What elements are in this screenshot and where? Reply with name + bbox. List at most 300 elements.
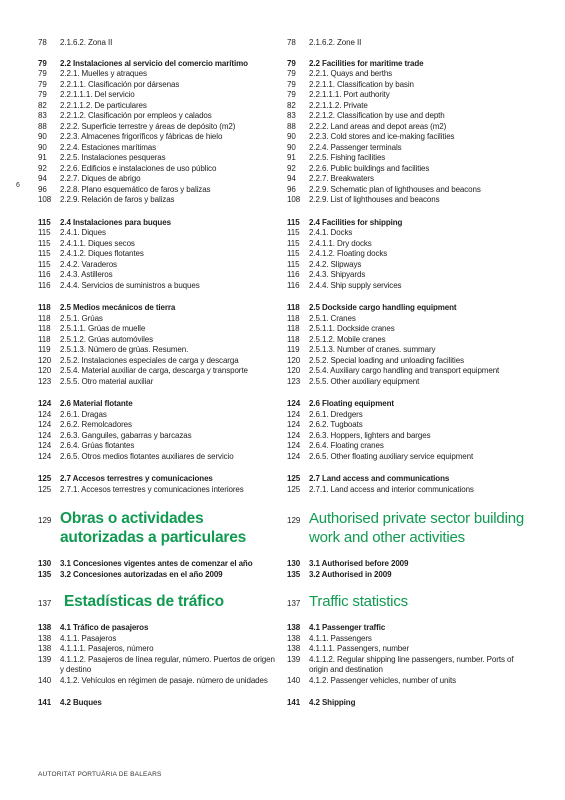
toc-page-number: 79 (38, 79, 47, 89)
toc-entry (38, 431, 278, 442)
toc-entry (38, 655, 278, 676)
toc-entry-title: 2.4.1.2. Floating docks (309, 249, 388, 258)
toc-entry (287, 420, 527, 431)
toc-entry (287, 366, 527, 377)
toc-chapter (38, 509, 278, 547)
toc-entry (287, 655, 527, 676)
toc-entry-title: 2.5.1. Grúas (60, 313, 103, 323)
spacer (287, 462, 527, 474)
toc-entry-title: 2.5.5. Otro material auxiliar (60, 376, 154, 386)
toc-entry-title: 2.4.3. Astilleros (60, 270, 113, 279)
toc-entry (287, 249, 527, 260)
spacer (287, 495, 527, 507)
toc-entry (38, 185, 278, 196)
toc-page-number: 79 (287, 58, 296, 68)
toc-entry-title: 4.1.1.2. Pasajeros de línea regular, número. Puertos de origen y destino (60, 654, 275, 674)
toc-page-number: 83 (38, 111, 47, 120)
toc-page-number: 135 (38, 569, 52, 579)
toc-page-number: 137 (38, 599, 52, 608)
toc-entry (38, 153, 278, 164)
toc-entry-title: 2.5.1.3. Número de grúas. Resumen. (60, 345, 189, 354)
toc-entry-title: 2.4.2. Slipways (309, 259, 362, 269)
toc-entry-title: 2.4.2. Varaderos (60, 259, 117, 269)
toc-page-number: 88 (38, 121, 47, 131)
toc-entry (38, 195, 278, 206)
toc-page-number: 120 (38, 355, 52, 365)
toc-page-number: 118 (287, 313, 300, 323)
spacer (38, 686, 278, 698)
toc-section (287, 303, 527, 314)
toc-page-number: 115 (38, 249, 51, 258)
toc-entry-title: 3.2 Authorised in 2009 (309, 569, 392, 579)
toc-entry-title: 2.5.1.1. Grúas de muelle (60, 324, 146, 333)
toc-entry-title: 2.2.6. Public buildings and facilities (309, 163, 430, 173)
toc-page-number: 79 (287, 90, 296, 99)
toc-page-number: 124 (38, 451, 52, 461)
toc-entry-title: 4.1.2. Vehículos en régimen de pasaje. número de unidades (60, 675, 268, 685)
toc-entry (38, 90, 278, 101)
toc-entry (287, 122, 527, 133)
toc-page-number: 115 (38, 228, 51, 237)
toc-entry (38, 101, 278, 112)
toc-section (38, 218, 278, 229)
toc-page-number: 115 (287, 249, 300, 258)
toc-entry (38, 38, 278, 49)
toc-page-number: 124 (287, 430, 301, 440)
toc-entry-title: 2.5.2. Instalaciones especiales de carga y descarga (60, 355, 239, 365)
toc-entry-title: 2.2.7. Breakwaters (309, 174, 374, 183)
toc-entry-title: 4.1.1. Passengers (309, 633, 372, 643)
toc-entry-title: 4.1 Passenger traffic (309, 623, 386, 632)
toc-page-number: 123 (287, 376, 301, 386)
toc-section (38, 474, 278, 485)
toc-page-number: 124 (287, 451, 301, 461)
toc-chapter-title: Authorised private sector building work and other activities (309, 510, 524, 546)
toc-page-number: 79 (38, 90, 47, 99)
toc-entry-title: 2.6.1. Dredgers (309, 409, 363, 419)
toc-entry (287, 485, 527, 496)
toc-page-number: 118 (38, 334, 51, 344)
toc-entry-title: 2.2.9. Relación de faros y balizas (60, 195, 175, 204)
toc-page-number: 124 (38, 441, 52, 450)
toc-entry-title: 2.5.1.2. Mobile cranes (309, 334, 386, 344)
toc-entry-title: 2.2 Instalaciones al servicio del comercio marítimo (60, 58, 248, 68)
toc-page-number: 125 (287, 474, 301, 483)
toc-page-number: 119 (38, 345, 51, 354)
spacer (38, 206, 278, 218)
toc-entry-title: 4.2 Buques (60, 698, 102, 707)
toc-entry-title: 4.1.1.2. Regular shipping line passengers, number. Ports of origin and destination (309, 654, 514, 674)
toc-section (287, 623, 527, 634)
toc-entry-title: 2.5.5. Other auxiliary equipment (309, 376, 420, 386)
toc-section (287, 474, 527, 485)
toc-entry-title: 2.2.5. Instalaciones pesqueras (60, 153, 166, 162)
toc-section (38, 698, 278, 709)
toc-entry-title: 2.6.2. Remolcadores (60, 420, 132, 429)
toc-entry-title: 2.6.5. Otros medios flotantes auxiliares de servicio (60, 451, 234, 461)
toc-entry-title: 2.6.4. Floating cranes (309, 441, 384, 450)
toc-entry (287, 239, 527, 250)
toc-entry-title: 2.2.7. Diques de abrigo (60, 174, 141, 183)
toc-entry-title: 2.1.6.2. Zona II (60, 38, 113, 47)
toc-entry (287, 38, 527, 49)
toc-entry (38, 485, 278, 496)
toc-page-number: 92 (38, 163, 47, 173)
toc-entry-title: 2.2.4. Passenger terminals (309, 142, 402, 152)
toc-page-number: 137 (287, 599, 301, 608)
toc-entry-title: 2.2.5. Fishing facilities (309, 153, 386, 162)
toc-section (38, 559, 278, 570)
toc-entry-title: 2.2.1.1.2. Private (309, 100, 368, 110)
toc-section (38, 623, 278, 634)
toc-entry-title: 2.6 Material flotante (60, 399, 133, 408)
toc-page-number: 129 (287, 516, 301, 525)
spacer (287, 580, 527, 590)
toc-entry (38, 420, 278, 431)
toc-entry (38, 270, 278, 281)
toc-entry-title: 2.4 Facilities for shipping (309, 217, 403, 227)
toc-section (38, 59, 278, 70)
toc-page-number: 130 (38, 559, 52, 568)
toc-page-number: 129 (38, 516, 52, 525)
toc-entry-title: 2.4 Instalaciones para buques (60, 217, 171, 227)
toc-entry-title: 2.5.1.1. Dockside cranes (309, 324, 395, 333)
toc-entry-title: 2.2.6. Edificios e instalaciones de uso público (60, 163, 217, 173)
toc-chapter (38, 592, 278, 611)
toc-page-number: 91 (287, 153, 296, 162)
toc-entry (287, 314, 527, 325)
spacer (287, 49, 527, 59)
toc-entry-title: 2.4.1.2. Diques flotantes (60, 249, 144, 258)
toc-entry (38, 314, 278, 325)
toc-page-number: 118 (287, 324, 300, 333)
toc-entry (287, 356, 527, 367)
toc-page-number: 118 (287, 303, 300, 312)
toc-entry-title: 2.2.9. List of lighthouses and beacons (309, 195, 440, 204)
toc-entry-title: 3.2 Concesiones autorizadas en el año 2009 (60, 569, 223, 579)
toc-entry-title: 2.2.1.1. Classification by basin (309, 79, 414, 89)
toc-entry-title: 4.1 Tráfico de pasajeros (60, 623, 149, 632)
toc-page-number: 92 (287, 163, 296, 173)
toc-entry-title: 4.1.2. Passenger vehicles, number of units (309, 675, 456, 685)
toc-page-number: 116 (38, 280, 51, 290)
toc-entry (38, 634, 278, 645)
toc-page-number: 115 (287, 217, 300, 227)
spacer (38, 291, 278, 303)
toc-entry-title: 2.6 Floating equipment (309, 399, 394, 408)
toc-entry-title: 2.4.1.1. Dry docks (309, 238, 372, 248)
toc-entry (38, 122, 278, 133)
toc-chapter (287, 509, 527, 547)
toc-entry-title: 2.2.3. Cold stores and ice-making facilities (309, 132, 455, 141)
toc-entry (38, 174, 278, 185)
toc-entry (287, 195, 527, 206)
spacer (38, 387, 278, 399)
toc-entry (287, 185, 527, 196)
toc-entry (38, 281, 278, 292)
toc-page-number: 140 (287, 675, 301, 685)
toc-entry-title: 2.5.4. Material auxiliar de carga, descarga y transporte (60, 366, 248, 375)
toc-page-number: 120 (287, 355, 301, 365)
toc-page-number: 115 (287, 228, 300, 237)
spacer (287, 206, 527, 218)
toc-section (287, 570, 527, 581)
toc-entry (287, 228, 527, 239)
toc-section (38, 399, 278, 410)
toc-entry-title: 2.6.1. Dragas (60, 409, 107, 419)
toc-page-number: 125 (287, 484, 301, 494)
toc-page-number: 88 (287, 121, 296, 131)
toc-entry-title: 2.7.1. Accesos terrestres y comunicaciones interiores (60, 484, 244, 494)
toc-entry (38, 377, 278, 388)
toc-entry (287, 111, 527, 122)
toc-entry (38, 356, 278, 367)
toc-entry-title: 2.6.4. Grúas flotantes (60, 441, 135, 450)
toc-entry-title: 2.4.3. Shipyards (309, 270, 366, 279)
toc-entry (287, 143, 527, 154)
toc-entry-title: 2.4.1. Docks (309, 228, 353, 237)
toc-page-number: 79 (287, 69, 296, 78)
toc-entry (38, 676, 278, 687)
toc-page-number: 79 (38, 69, 47, 78)
toc-entry (38, 80, 278, 91)
toc-section (287, 218, 527, 229)
spacer (38, 495, 278, 507)
toc-section (38, 570, 278, 581)
toc-page-number: 138 (38, 633, 52, 643)
toc-entry-title: 2.5 Dockside cargo handling equipment (309, 303, 457, 312)
toc-entry-title: 3.1 Authorised before 2009 (309, 559, 409, 568)
toc-entry-title: 2.5.2. Special loading and unloading facilities (309, 355, 464, 365)
toc-entry-title: 2.6.3. Ganguiles, gabarras y barcazas (60, 430, 192, 440)
toc-page-number: 115 (287, 238, 300, 248)
toc-entry-title: 2.4.4. Servicios de suministros a buques (60, 280, 200, 290)
toc-entry (287, 69, 527, 80)
toc-page-number: 123 (38, 376, 52, 386)
toc-page-number: 139 (287, 654, 301, 664)
toc-entry (38, 324, 278, 335)
toc-entry (287, 431, 527, 442)
toc-page-number: 82 (38, 100, 47, 110)
footer-publisher: AUTORITAT PORTUÀRIA DE BALEARS (38, 771, 162, 778)
toc-entry (38, 228, 278, 239)
page-number: 6 (16, 182, 20, 189)
toc-entry (38, 335, 278, 346)
toc-entry (287, 101, 527, 112)
toc-page-number: 124 (38, 430, 52, 440)
toc-page-number: 96 (38, 184, 47, 194)
toc-section (287, 698, 527, 709)
toc-entry (287, 441, 527, 452)
toc-page-number: 135 (287, 569, 301, 579)
toc-entry-title: 2.5.1.2. Grúas automóviles (60, 334, 154, 344)
spacer (287, 549, 527, 559)
toc-entry-title: 2.2.4. Estaciones marítimas (60, 142, 157, 152)
toc-page-number: 130 (287, 559, 301, 568)
toc-entry (38, 644, 278, 655)
toc-entry-title: 2.6.2. Tugboats (309, 420, 363, 429)
spacer (287, 291, 527, 303)
toc-entry-title: 2.2.2. Land areas and depot areas (m2) (309, 121, 447, 131)
toc-entry-title: 2.2.3. Almacenes frigoríficos y fábricas de hielo (60, 132, 223, 141)
toc-entry (287, 90, 527, 101)
toc-page-number: 90 (287, 132, 296, 141)
toc-page-number: 138 (38, 623, 52, 632)
toc-entry (38, 111, 278, 122)
toc-entry-title: 2.2.1. Muelles y atraques (60, 69, 147, 78)
toc-page-number: 79 (38, 58, 47, 68)
toc-page-number: 108 (38, 195, 52, 204)
toc-entry (38, 441, 278, 452)
toc-entry (287, 452, 527, 463)
toc-page-number: 120 (38, 366, 52, 375)
toc-entry (38, 260, 278, 271)
spacer (287, 686, 527, 698)
toc-page-number: 90 (38, 132, 47, 141)
toc-entry-title: 2.4.1. Diques (60, 228, 106, 237)
toc-entry-title: 2.2.1. Quays and berths (309, 69, 393, 78)
toc-entry-title: 2.2.8. Plano esquemático de faros y balizas (60, 184, 211, 194)
toc-entry-title: 2.2.2. Superficie terrestre y áreas de depósito (m2) (60, 121, 236, 131)
toc-entry (38, 69, 278, 80)
toc-section (287, 59, 527, 70)
toc-section (287, 399, 527, 410)
spacer (38, 613, 278, 623)
toc-entry-title: 2.4.4. Ship supply services (309, 280, 402, 290)
toc-entry (38, 345, 278, 356)
toc-entry-title: 2.2.1.1.1. Port authority (309, 90, 390, 99)
toc-entry (38, 164, 278, 175)
toc-entry-title: 4.2 Shipping (309, 698, 356, 707)
toc-section (287, 559, 527, 570)
toc-entry-title: 2.2.9. Schematic plan of lighthouses and beacons (309, 184, 481, 194)
toc-column-english (287, 38, 527, 709)
toc-entry (287, 335, 527, 346)
toc-page-number: 94 (287, 174, 296, 183)
toc-page-number: 138 (287, 623, 301, 632)
toc-page-number: 94 (38, 174, 47, 183)
toc-page-number: 125 (38, 474, 52, 483)
toc-page-number: 78 (38, 38, 47, 47)
toc-page-number: 78 (287, 38, 296, 47)
toc-entry (287, 410, 527, 421)
toc-entry (287, 324, 527, 335)
toc-entry-title: 2.2 Facilities for maritime trade (309, 58, 424, 68)
toc-page-number: 116 (287, 270, 300, 279)
toc-page-number: 124 (38, 420, 52, 429)
toc-entry (38, 132, 278, 143)
toc-entry-title: 2.5.1. Cranes (309, 313, 356, 323)
toc-entry (38, 239, 278, 250)
toc-page-number: 116 (287, 280, 300, 290)
toc-entry-title: 2.2.1.2. Clasificación por empleos y calados (60, 111, 212, 120)
toc-page-number: 138 (287, 644, 301, 653)
toc-page-number: 118 (38, 303, 51, 312)
toc-entry-title: 2.7 Land access and communications (309, 474, 450, 483)
toc-page-number: 90 (287, 142, 296, 152)
toc-entry-title: 2.2.1.1. Clasificación por dársenas (60, 79, 180, 89)
toc-entry-title: 2.5.4. Auxiliary cargo handling and transport equipment (309, 366, 500, 375)
toc-page-number: 79 (287, 79, 296, 89)
toc-page-number: 90 (38, 142, 47, 152)
toc-section (38, 303, 278, 314)
toc-entry-title: 2.2.1.1.2. De particulares (60, 100, 147, 110)
toc-page-number: 82 (287, 100, 296, 110)
toc-entry-title: 2.5.1.3. Number of cranes. summary (309, 345, 436, 354)
toc-entry-title: 2.6.3. Hoppers, lighters and barges (309, 430, 431, 440)
toc-page-number: 83 (287, 111, 296, 120)
toc-entry-title: 2.4.1.1. Diques secos (60, 238, 135, 248)
toc-page-number: 140 (38, 675, 52, 685)
toc-page-number: 115 (38, 217, 51, 227)
toc-page-number: 96 (287, 184, 296, 194)
toc-entry (287, 345, 527, 356)
toc-entry (287, 634, 527, 645)
spacer (38, 580, 278, 590)
toc-entry (287, 164, 527, 175)
spacer (38, 549, 278, 559)
toc-page-number: 115 (38, 259, 51, 269)
toc-page-number: 115 (38, 238, 51, 248)
toc-page-number: 141 (38, 698, 52, 707)
toc-page-number: 124 (287, 399, 301, 408)
spacer (287, 613, 527, 623)
toc-entry (38, 366, 278, 377)
spacer (38, 462, 278, 474)
toc-entry (287, 260, 527, 271)
toc-chapter-title: Estadísticas de tráfico (64, 593, 224, 610)
toc-entry (38, 452, 278, 463)
toc-page-number: 138 (287, 633, 301, 643)
toc-page-number: 116 (38, 270, 51, 279)
toc-page-number: 124 (287, 441, 301, 450)
toc-page-number: 124 (287, 409, 301, 419)
toc-entry-title: 2.7.1. Land access and interior communications (309, 484, 474, 494)
toc-entry (38, 143, 278, 154)
toc-entry-title: 2.2.1.1.1. Del servicio (60, 90, 135, 99)
toc-entry (287, 174, 527, 185)
toc-entry-title: 4.1.1. Pasajeros (60, 633, 117, 643)
toc-chapter-title: Traffic statistics (309, 593, 408, 610)
spacer (38, 49, 278, 59)
toc-entry (287, 281, 527, 292)
toc-entry (287, 270, 527, 281)
toc-entry-title: 2.7 Accesos terrestres y comunicaciones (60, 474, 213, 483)
toc-page-number: 125 (38, 484, 52, 494)
toc-page-number: 115 (287, 259, 300, 269)
toc-entry (287, 153, 527, 164)
toc-column-spanish (38, 38, 278, 709)
toc-entry (287, 80, 527, 91)
toc-entry (287, 644, 527, 655)
toc-page-number: 91 (38, 153, 47, 162)
toc-entry-title: 3.1 Concesiones vigentes antes de comenzar el año (60, 559, 253, 568)
toc-page-number: 141 (287, 698, 301, 707)
toc-page-number: 124 (38, 399, 52, 408)
toc-page-number: 108 (287, 195, 301, 204)
toc-entry (38, 249, 278, 260)
toc-entry (38, 410, 278, 421)
toc-entry (287, 377, 527, 388)
toc-entry-title: 2.5 Medios mecánicos de tierra (60, 303, 176, 312)
toc-page-number: 138 (38, 644, 52, 653)
toc-entry-title: 4.1.1.1. Pasajeros, número (60, 644, 154, 653)
toc-page-number: 119 (287, 345, 300, 354)
toc-page-number: 118 (287, 334, 300, 344)
toc-entry (287, 132, 527, 143)
toc-page-number: 118 (38, 324, 51, 333)
toc-page-number: 139 (38, 654, 52, 664)
